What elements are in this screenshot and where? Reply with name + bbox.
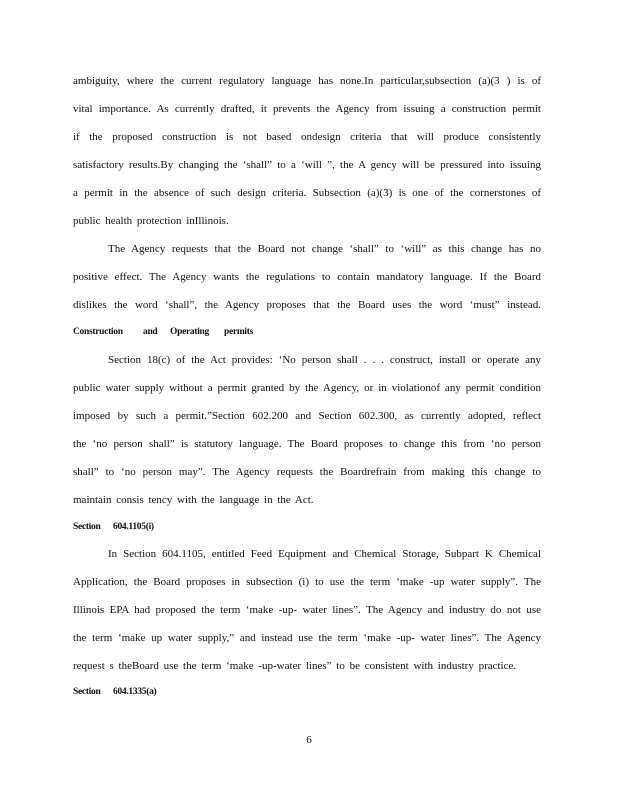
text-line: dislikes the word ‘shall”, the Agency proposes that the Board uses the word ‘must” instead. <box>73 299 541 311</box>
heading-word: Section <box>73 522 101 532</box>
text-line: the term ‘make up water supply,” and instead use the term ‘make -up- water lines”. The Agency <box>73 632 541 644</box>
text-line: public health protection inIllinois. <box>73 215 229 227</box>
text-line: satisfactory results.By changing the ‘shall” to a ‘will ”, the A gency will be pressured into issuing <box>73 159 541 171</box>
text-line: The Agency requests that the Board not change ‘shall” to ‘will” as this change has no <box>108 243 541 255</box>
heading-word: permits <box>224 327 254 337</box>
text-line: positive effect. The Agency wants the regulations to contain mandatory language. If the Board <box>73 271 541 283</box>
text-line: Application, the Board proposes in subsection (i) to use the term ‘make -up water supply”. The <box>73 576 541 588</box>
text-line: vital importance. As currently drafted, it prevents the Agency from issuing a construction permit <box>73 103 541 115</box>
text-line: shall” to ‘no person may”. The Agency requests the Boardrefrain from making this change to <box>73 466 541 478</box>
text-line: the ‘no person shall” is statutory language. The Board proposes to change this from ‘no person <box>73 438 541 450</box>
text-line: maintain consis tency with the language in the Act. <box>73 494 314 506</box>
text-line: Illinois EPA had proposed the term ‘make -up- water lines”. The Agency and industry do not use <box>73 604 541 616</box>
text-line: if the proposed construction is not based ondesign criteria that will produce consistently <box>73 131 541 143</box>
section-heading-604-1335 <box>73 686 156 698</box>
text-line: Section 18(c) of the Act provides: ‘No person shall . . . construct, install or operate any <box>108 354 541 366</box>
heading-word: 604.1105(i) <box>113 522 154 532</box>
text-line: request s theBoard use the term ‘make -up-water lines” to be consistent with industry practice. <box>73 660 517 672</box>
heading-word: Section <box>73 687 101 697</box>
heading-word: Operating <box>170 327 209 337</box>
heading-word: and <box>143 327 158 337</box>
text-line: ambiguity, where the current regulatory language has none.In particular,subsection (a)(3 ) is of <box>73 75 541 87</box>
text-line: public water supply without a permit granted by the Agency, or in violationof any permit condition <box>73 382 541 394</box>
text-line: a permit in the absence of such design criteria. Subsection (a)(3) is one of the cornerstones of <box>73 187 541 199</box>
text-line: imposed by such a permit.”Section 602.200 and Section 602.300, as currently adopted, reflect <box>73 410 541 422</box>
section-heading-604-1105 <box>73 521 154 533</box>
text-line: In Section 604.1105, entitled Feed Equipment and Chemical Storage, Subpart K Chemical <box>108 548 541 560</box>
heading-word: 604.1335(a) <box>113 687 157 697</box>
heading-word: Construction <box>73 327 123 337</box>
page-number: 6 <box>306 734 312 746</box>
section-heading-construction <box>73 326 253 338</box>
